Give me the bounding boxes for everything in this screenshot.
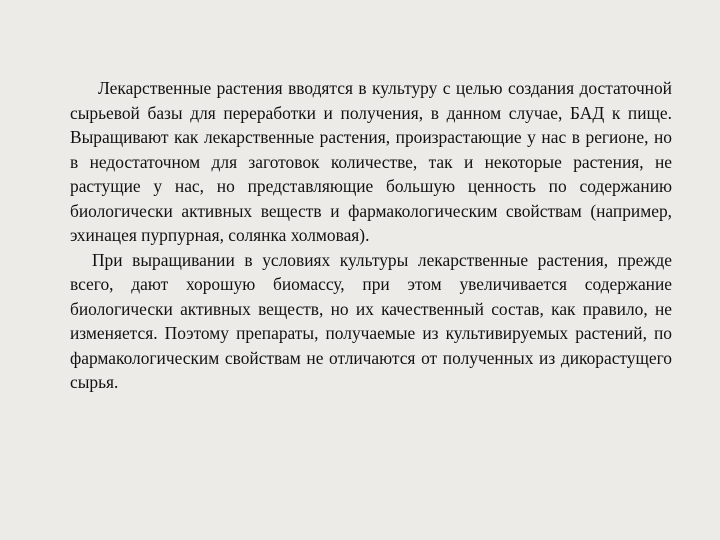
paragraph-1: Лекарственные растения вводятся в культуру с целью создания достаточной сырьевой базы для переработки и получения, в данном случае, БАД к пище. Выращивают как лекарственные растения, произрастающие у нас в регионе, но в недостаточном для заготовок количестве, так и некоторые растения, не растущие у нас, но представляющие большую ценность по содержанию биологически активных веществ и фармакологическим свойствам (например, эхинацея пурпурная, солянка холмовая). bbox=[70, 78, 672, 245]
text-block bbox=[70, 76, 672, 395]
paragraph-2: При выращивании в условиях культуры лекарственные растения, прежде всего, дают хорошую биомассу, при этом увеличивается содержание биологически активных веществ, но их качественный состав, как правило, не изменяется. Поэтому препараты, получаемые из культивируемых растений, по фармакологическим свойствам не отличаются от полученных из дикорастущего сырья. bbox=[70, 249, 672, 392]
